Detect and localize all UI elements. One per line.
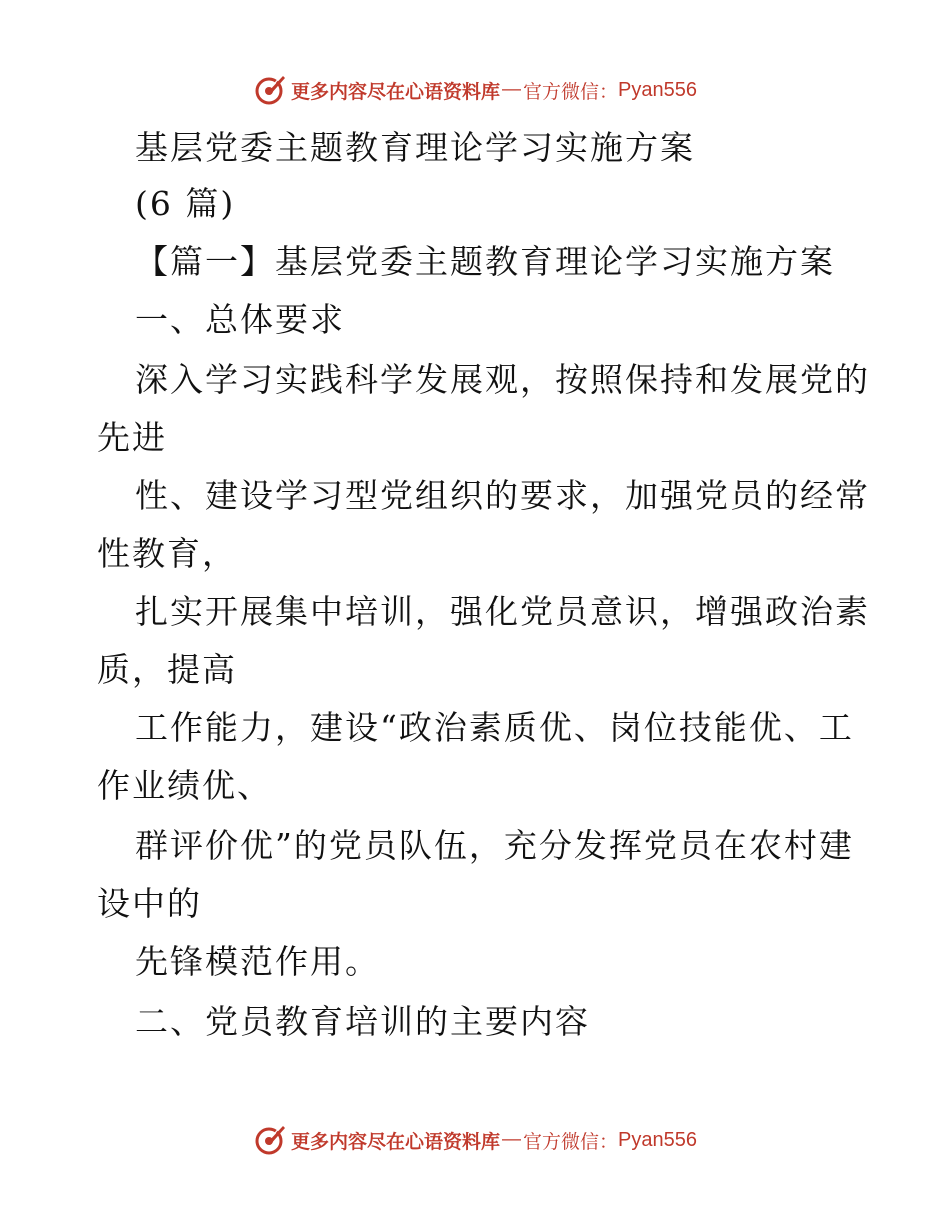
- watermark-wechat-label: 官方微信：: [523, 80, 619, 103]
- subheading-general-requirements: 一、总体要求: [135, 300, 345, 339]
- watermark-banner-top: [0, 70, 950, 110]
- paragraph-line: 设中的: [97, 884, 202, 923]
- paragraph-line: 作业绩优、: [97, 766, 272, 805]
- paragraph-line: 工作能力，建设“政治素质优、岗位技能优、工: [135, 708, 854, 747]
- watermark-banner-bottom: [0, 1120, 950, 1160]
- document-title-line2: (6 篇): [135, 184, 236, 223]
- paragraph-line: 性、建设学习型党组织的要求，加强党员的经常: [135, 476, 870, 515]
- paragraph-line: 深入学习实践科学发展观，按照保持和发展党的: [135, 360, 870, 399]
- paragraph-line: 质，提高: [97, 650, 237, 689]
- paragraph-line: 扎实开展集中培训，强化党员意识，增强政治素: [135, 592, 870, 631]
- section-heading: 【篇一】基层党委主题教育理论学习实施方案: [135, 242, 835, 281]
- watermark-dash: —: [502, 1129, 522, 1150]
- watermark-wechat-id: Pyan556: [618, 1128, 697, 1151]
- quill-pen-logo-icon: [253, 1123, 287, 1157]
- watermark-main-text: 更多内容尽在心语资料库: [291, 1130, 501, 1153]
- paragraph-line: 性教育，: [97, 534, 237, 573]
- document-title-line1: 基层党委主题教育理论学习实施方案: [135, 128, 695, 167]
- subheading-training-content: 二、党员教育培训的主要内容: [135, 1002, 590, 1041]
- watermark-wechat-id: Pyan556: [618, 78, 697, 101]
- watermark-dash: —: [502, 79, 522, 100]
- watermark-main-text: 更多内容尽在心语资料库: [291, 80, 501, 103]
- watermark-wechat-label: 官方微信：: [523, 1130, 619, 1153]
- paragraph-line: 先锋模范作用。: [135, 942, 380, 981]
- paragraph-line: 群评价优”的党员队伍，充分发挥党员在农村建: [135, 826, 854, 865]
- quill-pen-logo-icon: [253, 73, 287, 107]
- paragraph-line: 先进: [97, 418, 167, 457]
